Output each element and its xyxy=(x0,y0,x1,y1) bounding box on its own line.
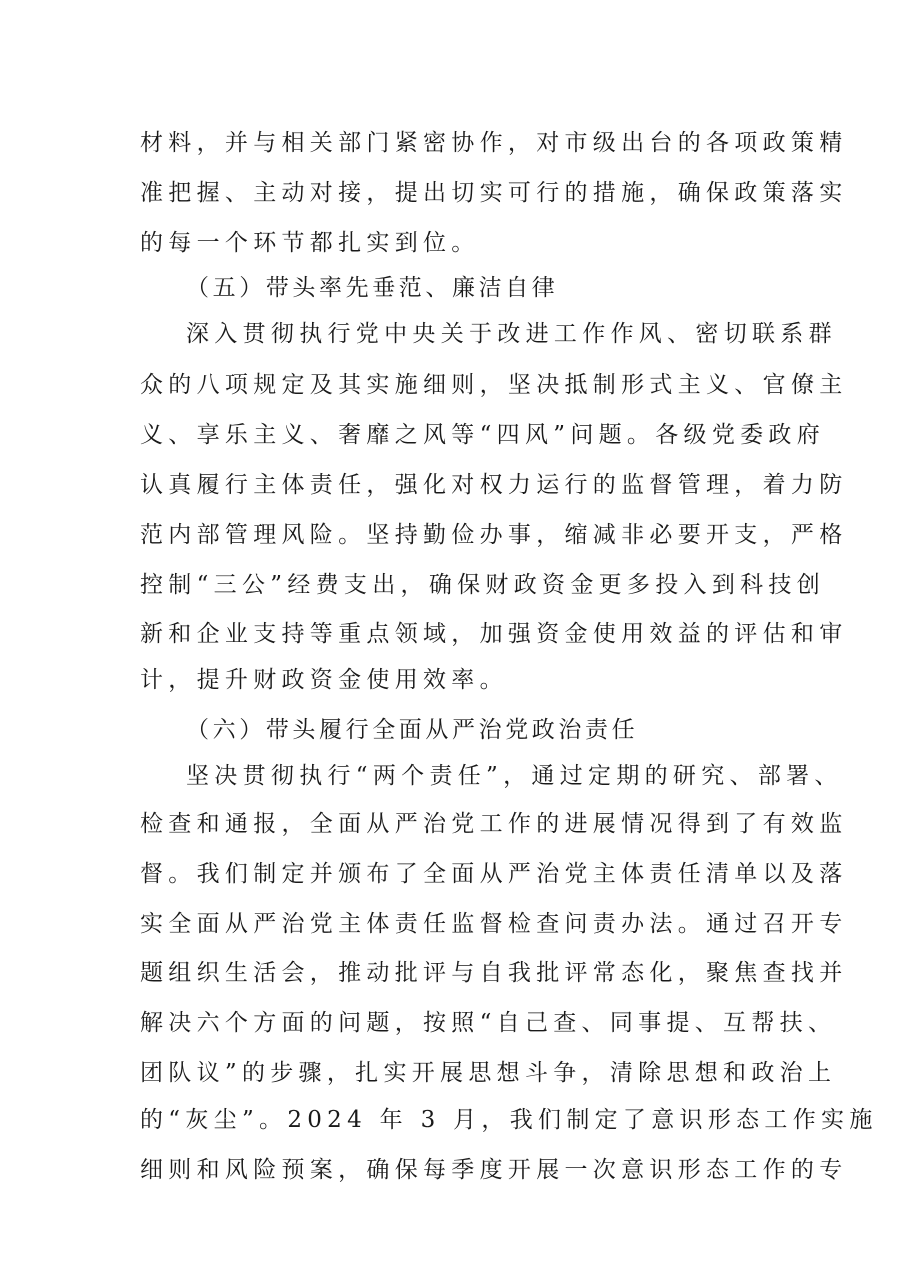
body-text-line: 实全面从严治党主体责任监督检查问责办法。通过召开专 xyxy=(140,911,848,937)
body-text-line: 的每一个环节都扎实到位。 xyxy=(140,230,480,256)
body-text-line: 团队议”的步骤，扎实开展思想斗争，清除思想和政治上 xyxy=(140,1060,837,1086)
body-text-line: 范内部管理风险。坚持勤俭办事，缩减非必要开支，严格 xyxy=(140,522,848,548)
body-text-line: 解决六个方面的问题，按照“自己查、同事提、互帮扶、 xyxy=(140,1010,837,1036)
body-text-line: 坚决贯彻执行“两个责任”，通过定期的研究、部署、 xyxy=(186,763,843,789)
section-heading-six: （六）带头履行全面从严治党政治责任 xyxy=(186,717,639,743)
body-text-line: 题组织生活会，推动批评与自我批评常态化，聚焦查找并 xyxy=(140,960,848,986)
body-text-line: 认真履行主体责任，强化对权力运行的监督管理，着力防 xyxy=(140,472,848,498)
body-text-line: 检查和通报，全面从严治党工作的进展情况得到了有效监 xyxy=(140,811,848,837)
body-text-line: 控制“三公”经费支出，确保财政资金更多投入到科技创 xyxy=(140,572,826,598)
body-text-line: 的“灰尘”。2024 年 3 月，我们制定了意识形态工作实施 xyxy=(140,1107,878,1133)
body-text-line: 材料，并与相关部门紧密协作，对市级出台的各项政策精 xyxy=(140,130,848,156)
body-text-line: 新和企业支持等重点领域，加强资金使用效益的评估和审 xyxy=(140,621,848,647)
body-text-line: 准把握、主动对接，提出切实可行的措施，确保政策落实 xyxy=(140,180,848,206)
body-text-line: 督。我们制定并颁布了全面从严治党主体责任清单以及落 xyxy=(140,861,848,887)
body-text-line: 众的八项规定及其实施细则，坚决抵制形式主义、官僚主 xyxy=(140,372,848,398)
body-text-line: 义、享乐主义、奢靡之风等“四风”问题。各级党委政府 xyxy=(140,422,826,448)
section-heading-five: （五）带头率先垂范、廉洁自律 xyxy=(186,275,559,301)
body-text-line: 深入贯彻执行党中央关于改进工作作风、密切联系群 xyxy=(186,321,837,347)
body-text-line: 细则和风险预案，确保每季度开展一次意识形态工作的专 xyxy=(140,1157,848,1183)
body-text-line: 计，提升财政资金使用效率。 xyxy=(140,667,508,693)
